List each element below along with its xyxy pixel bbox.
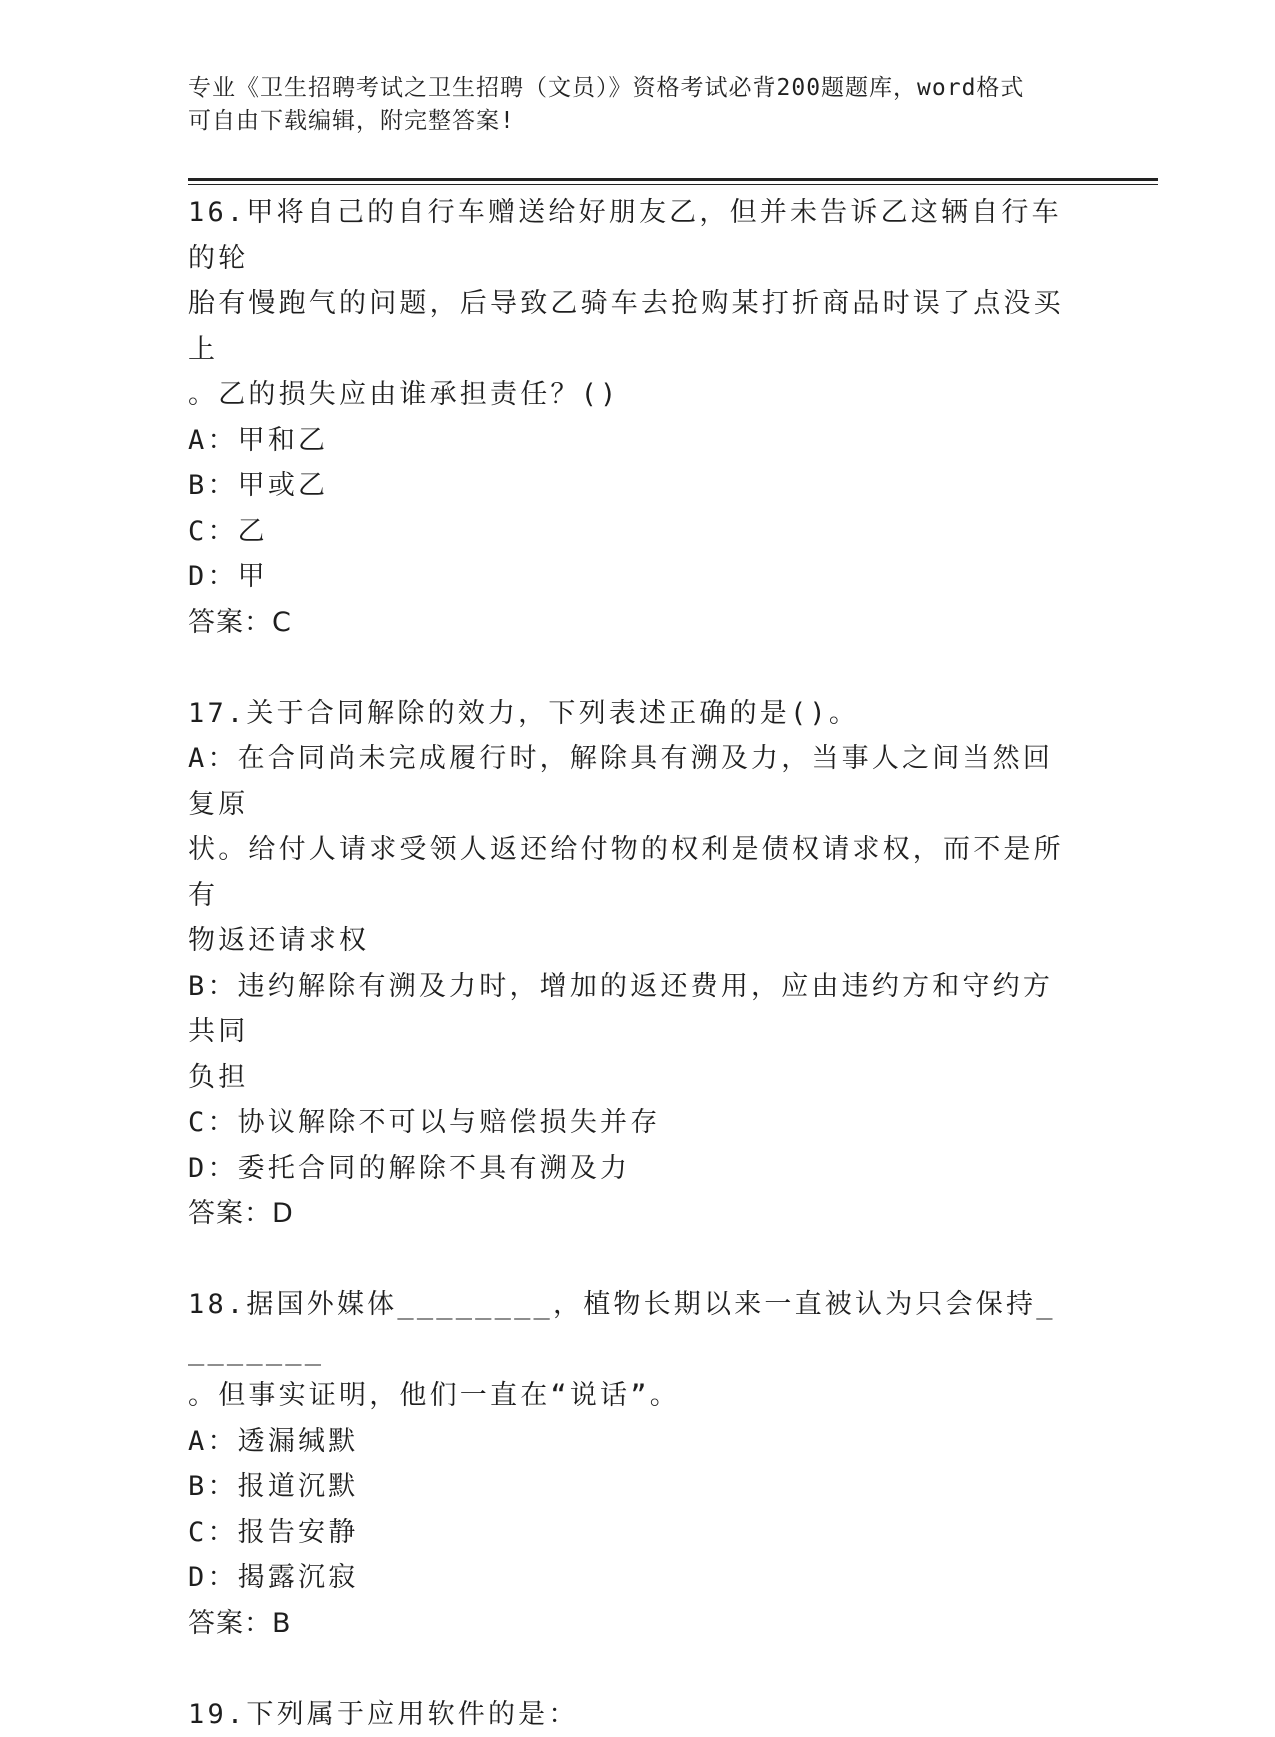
- question-stem-line: 胎有慢跑气的问题，后导致乙骑车去抢购某打折商品时误了点没买上: [188, 281, 1068, 372]
- question-spacer: [188, 1237, 1068, 1283]
- answer-option-line: B：违约解除有溯及力时，增加的返还费用，应由违约方和守约方共同: [188, 964, 1068, 1055]
- answer-key: 答案：D: [188, 1191, 1068, 1237]
- answer-option-line: A：甲和乙: [188, 418, 1068, 464]
- answer-option-line: B：甲或乙: [188, 463, 1068, 509]
- answer-key: 答案：C: [188, 600, 1068, 646]
- question-spacer: [188, 1646, 1068, 1692]
- header-divider-thin: [188, 184, 1158, 185]
- answer-option-line: A：透漏缄默: [188, 1419, 1068, 1465]
- document-header: [188, 72, 1088, 138]
- question-block: [188, 691, 1068, 1237]
- header-divider-thick: [188, 178, 1158, 181]
- question-block: [188, 190, 1068, 645]
- answer-option-line: D：委托合同的解除不具有溯及力: [188, 1146, 1068, 1192]
- answer-option-line: 物返还请求权: [188, 918, 1068, 964]
- answer-option-line: 状。给付人请求受领人返还给付物的权利是债权请求权，而不是所有: [188, 827, 1068, 918]
- question-block: [188, 1282, 1068, 1646]
- question-stem-line: 。但事实证明，他们一直在“说话”。: [188, 1373, 1068, 1419]
- answer-option-line: C：乙: [188, 509, 1068, 555]
- question-stem-line: 16.甲将自己的自行车赠送给好朋友乙，但并未告诉乙这辆自行车的轮: [188, 190, 1068, 281]
- header-line-1: 专业《卫生招聘考试之卫生招聘（文员）》资格考试必背200题题库，word格式: [188, 72, 1088, 105]
- answer-option-line: C：报告安静: [188, 1510, 1068, 1556]
- question-spacer: [188, 645, 1068, 691]
- answer-option-line: D：甲: [188, 554, 1068, 600]
- header-line-2: 可自由下载编辑，附完整答案!: [188, 105, 1088, 138]
- answer-option-line: B：报道沉默: [188, 1464, 1068, 1510]
- answer-option-line: C：协议解除不可以与赔偿损失并存: [188, 1100, 1068, 1146]
- question-list: [188, 190, 1068, 1737]
- question-stem-line: 19.下列属于应用软件的是：: [188, 1692, 1068, 1737]
- answer-key: 答案：B: [188, 1601, 1068, 1647]
- question-block: [188, 1692, 1068, 1737]
- question-stem-line: 17.关于合同解除的效力，下列表述正确的是()。: [188, 691, 1068, 737]
- answer-option-line: A：在合同尚未完成履行时，解除具有溯及力，当事人之间当然回复原: [188, 736, 1068, 827]
- answer-option-line: 负担: [188, 1055, 1068, 1101]
- question-stem-line: 。乙的损失应由谁承担责任？(): [188, 372, 1068, 418]
- question-stem-line: 18.据国外媒体________，植物长期以来一直被认为只会保持________: [188, 1282, 1068, 1373]
- answer-option-line: D：揭露沉寂: [188, 1555, 1068, 1601]
